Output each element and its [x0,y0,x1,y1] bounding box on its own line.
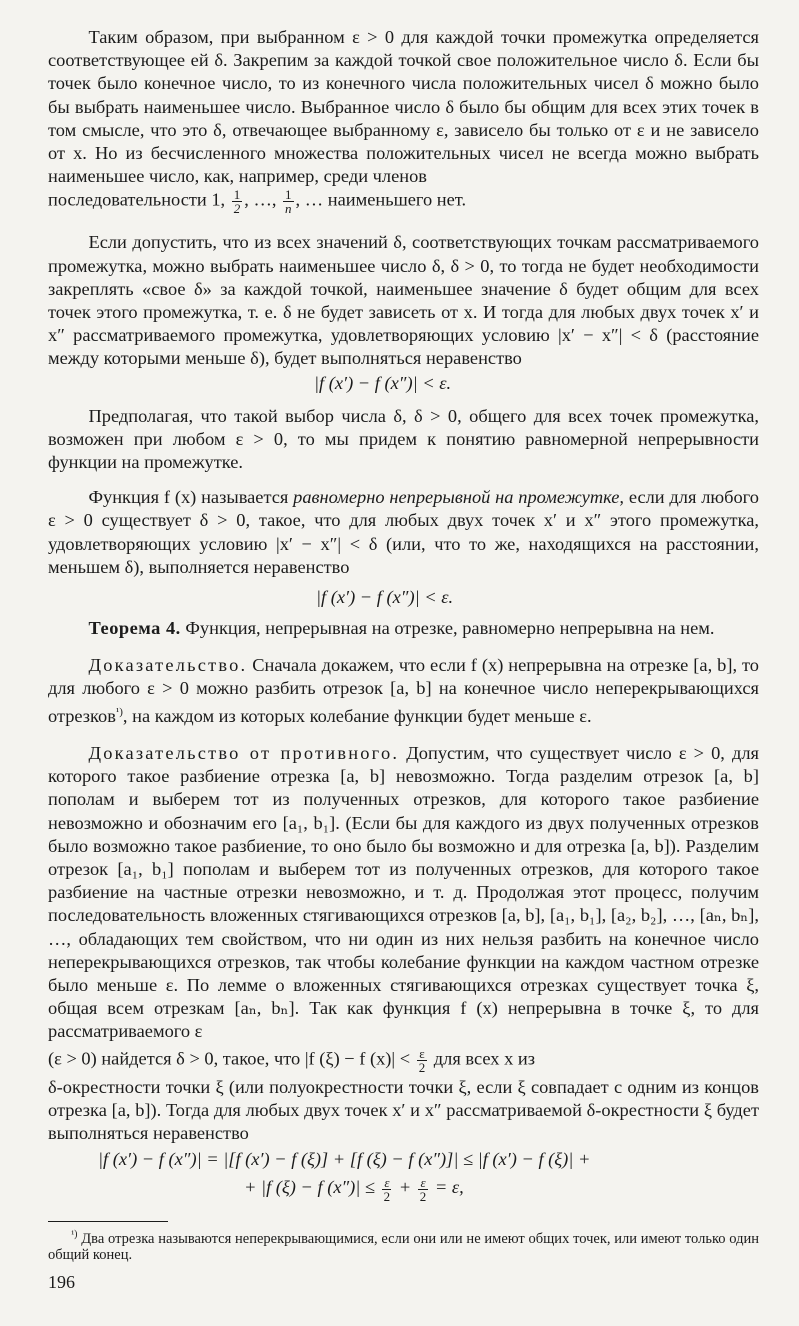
fraction-epsilon-half-a: $\frac{\varepsilon}{2}$ [383,1174,391,1204]
inequality-formula-3-line-1: |f (x′) − f (x″)| = |[f (x′) − f (ξ)] + [f (ξ) − f (x″)]| ≤ |f (x′) − f (ξ)| + [98,1149,591,1170]
definition-verb: называется [201,487,289,508]
footnote-text: Два отрезка называются неперекрывающимися, если они или не имеют общих точек, или имеют только один общий конец. [48,1230,760,1264]
theorem-text: Функция, непрерывная на отрезке, равномерно непрерывна на нем. [185,618,715,639]
proof-paragraph-1 [48,654,759,728]
exists-tail: для всех x из [433,1048,535,1069]
fraction-epsilon-half: $\frac{\varepsilon}{2}$ [418,1045,426,1075]
definition-body: если для любого ε > 0 существует δ > 0, такое, что для любых двух точек x′ и x″ этого промежутка, удовлетворяющих условию |x′ − x″| < δ (или, что то же, находящихся на расстоянии, меньшем δ), выполняется неравенство [48,487,759,577]
page-number: 196 [48,1272,75,1293]
proof-paragraph-3: δ-окрестности точки ξ (или полуокрестности точки ξ, если ξ совпадает с одним из концов отрезка [a, b]). Тогда для любых двух точек x′ и x″ рассматриваемой δ-окрестности ξ будет выполняться неравенство [48,1076,759,1144]
footnote-mark: ¹) [71,1228,78,1240]
footnote-reference[interactable]: ¹) [115,705,123,718]
paragraph-3: Предполагая, что такой выбор числа δ, δ > 0, общего для всех точек промежутка, возможен при любом ε > 0, то мы придем к понятию равномерной непрерывности функции на промежутке. [48,405,759,473]
sequence-line [48,188,759,215]
paragraph-1: Таким образом, при выбранном ε > 0 для каждой точки промежутка определяется соответствующее ей δ. Закрепим за каждой точкой свое положительное число δ. Если бы точек было конечное число, то из конечного числа положительных чисел δ можно было бы выбрать наименьшее число. Выбранное число δ было бы общим для всех этих точек в том смысле, что это δ, отвечающее выбранному ε, зависело бы только от ε и не зависело от x. Но из бесчисленного множества положительных чисел не всегда можно выбрать наименьшее число, как, например, среди членов [48,27,759,187]
exists-line [48,1047,759,1074]
sequence-mid: , …, [244,190,277,211]
fraction-one-n: $\frac{1}{n}$ [285,187,292,217]
exists-lead: (ε > 0) найдется δ > 0, такое, что |f (ξ) − f (x)| < [48,1048,411,1069]
sequence-lead: последовательности 1, [48,190,226,211]
theorem-label: Теорема 4. [88,618,181,639]
proof-text-1: Сначала докажем, что если f (x) непрерывна на отрезке [a, b], то для любого ε > 0 можно разбить отрезок [a, b] на конечное число неперекрывающихся отрезков [48,655,759,726]
fraction-one-half: $\frac{1}{2}$ [233,187,241,217]
sequence-tail: , … наименьшего нет. [295,190,467,211]
fraction-epsilon-half-b: $\frac{\varepsilon}{2}$ [419,1174,427,1204]
footnote-divider [48,1221,168,1222]
paragraph-2: Если допустить, что из всех значений δ, соответствующих точкам рассматриваемого промежутка, можно выбрать наименьшее число δ, δ > 0, то тогда не будет необходимости закреплять «свое δ» за каждой точкой, наименьшее значение δ будет общим для всех точек этого промежутка, т. е. δ не будет зависеть от x. И тогда для любых двух точек x′ и x″ рассматриваемого промежутка, удовлетворяющих условию |x′ − x″| < δ (расстояние между которыми меньше δ), будет выполняться неравенство [48,232,759,369]
definition-lead: Функция f (x) [88,487,197,508]
proof-label: Доказательство. [88,655,248,676]
proof-paragraph-2 [48,742,759,1044]
proof-contradiction-label: Доказательство от противного. [88,743,400,763]
inequality-formula-3-line-2: + |f (ξ) − f (x″)| ≤ $\frac{\varepsilon}{2}$ + $\frac{\varepsilon}{2}$ = ε, [244,1174,464,1204]
proof-text-2: Допустим, что существует число ε > 0, для которого такое разбиение отрезка [a, b] невозможно. Тогда разделим отрезок [a, b] пополам и выберем тот из полученных отрезков, для которого такое разбиение невозможно и обозначим его [a₁, b₁]. (Если бы для каждого из двух полученных отрезков было возможно такое разбиение, то оно было бы возможно и для отрезка [a, b]). Разделим отрезок [a₁, b₁] пополам и выберем тот из полученных отрезков, для которого такое разбиение на частные отрезки невозможно, и т. д. Продолжая этот процесс, получим последовательность вложенных стягивающихся отрезков [a, b], [a₁, b₁], [a₂, b₂], …, [aₙ, bₙ], …, обладающих тем свойством, что ни один из них нельзя разбить на конечное число неперекрывающихся отрезков, так чтобы колебание функции на каждом частном отрезке было меньше ε. По лемме о вложенных стягивающихся отрезках существует точка ξ, общая всем отрезкам [aₙ, bₙ]. Так как функция f (x) непрерывна в точке ξ, то для рассматриваемого ε [48,743,759,1042]
inequality-formula-1: |f (x′) − f (x″)| < ε. [314,372,452,393]
theorem-paragraph [48,617,759,640]
definition-term: равномерно непрерывной на промежутке, [293,487,625,508]
inequality-formula-2: |f (x′) − f (x″)| < ε. [316,587,454,608]
proof-text-1-tail: , на каждом из которых колебание функции будет меньше ε. [122,705,592,726]
definition-paragraph [48,486,759,579]
footnote [48,1226,759,1265]
